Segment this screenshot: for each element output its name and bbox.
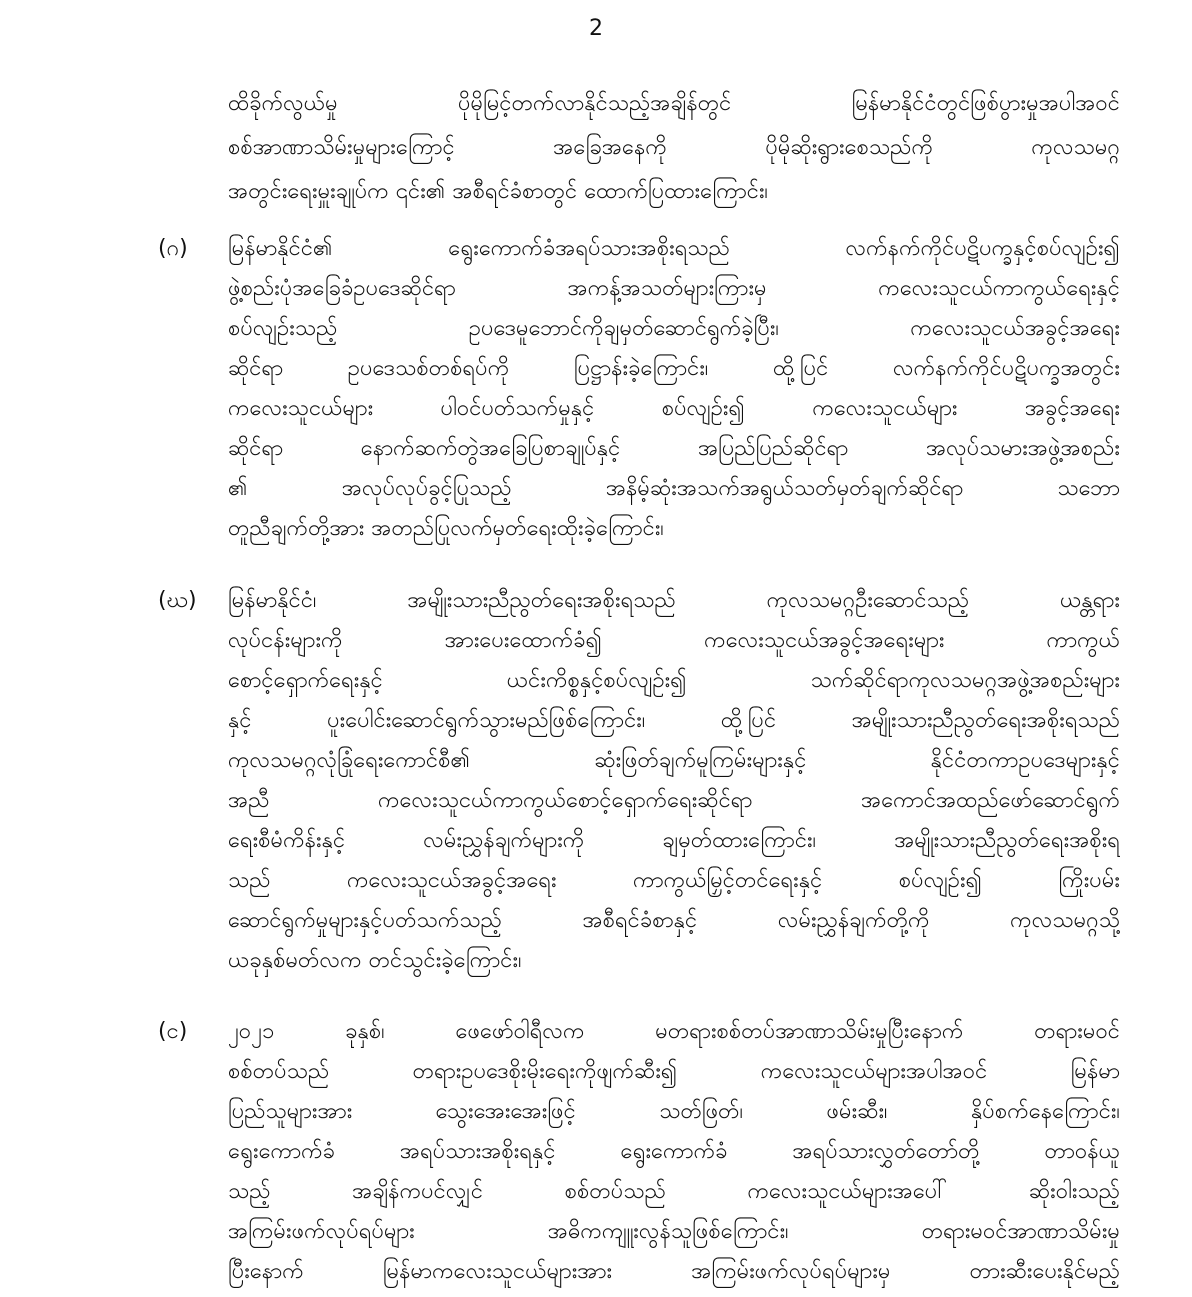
paragraph-line: အကြမ်းဖက်လုပ်ရပ်များ အဓိကကျူးလွန်သူဖြစ်ကြောင်း၊ တရားမဝင်အာဏာသိမ်းမှု: [228, 1219, 1120, 1244]
paragraph-line: စောင့်ရှောက်ရေးနှင့် ယင်းကိစ္စနှင့်စပ်လျဉ်း၍ သက်ဆိုင်ရာကုလသမဂ္ဂအဖွဲ့အစည်းများ: [228, 668, 1120, 693]
paragraph-line: အညီ ကလေးသူငယ်ကာကွယ်စောင့်ရှောက်ရေးဆိုင်ရာ အကောင်အထည်ဖော်ဆောင်ရွက်: [228, 788, 1120, 813]
paragraph-line: ပြည်သူများအား သွေးအေးအေးဖြင့် သတ်ဖြတ်၊ ဖမ်းဆီး၊ နှိပ်စက်နေကြောင်း၊: [228, 1099, 1120, 1124]
paragraph-line: ဆိုင်ရာ နောက်ဆက်တွဲအခြေပြစာချုပ်နှင့် အပြည်ပြည်ဆိုင်ရာ အလုပ်သမားအဖွဲ့အစည်း: [228, 436, 1120, 461]
paragraph-label: (င): [158, 1019, 188, 1044]
paragraph-line: ၂၀၂၁ ခုနှစ်၊ ဖေဖော်ဝါရီလက မတရားစစ်တပ်အာဏာသိမ်းမှုပြီးနောက် တရားမဝင်: [228, 1019, 1120, 1044]
paragraph-label: (ဃ): [158, 588, 197, 613]
paragraph-line: အတွင်းရေးမှူးချုပ်က ၎င်း၏ အစီရင်ခံစာတွင် ထောက်ပြထားကြောင်း၊: [228, 179, 769, 204]
paragraph-line: ရွေးကောက်ခံ အရပ်သားအစိုးရနှင့် ရွေးကောက်ခံ အရပ်သားလွှတ်တော်တို့ တာဝန်ယူ: [228, 1139, 1120, 1164]
paragraph-line: တူညီချက်တို့အား အတည်ပြုလက်မှတ်ရေးထိုးခဲ့ကြောင်း၊: [228, 516, 664, 541]
paragraph-line: ပြီးနောက် မြန်မာကလေးသူငယ်များအား အကြမ်းဖက်လုပ်ရပ်များမှ တားဆီးပေးနိုင်မည့်: [228, 1259, 1120, 1284]
paragraph-line: သည့် အချိန်ကပင်လျှင် စစ်တပ်သည် ကလေးသူငယ်များအပေါ် ဆိုးဝါးသည့်: [228, 1179, 1120, 1204]
paragraph-line: ဆိုင်ရာ ဥပဒေသစ်တစ်ရပ်ကို ပြဋ္ဌာန်းခဲ့ကြောင်း၊ ထို့ပြင် လက်နက်ကိုင်ပဋိပက္ခအတွင်း: [228, 356, 1120, 381]
paragraph-line: မြန်မာနိုင်ငံ၏ ရွေးကောက်ခံအရပ်သားအစိုးရသည် လက်နက်ကိုင်ပဋိပက္ခနှင့်စပ်လျဉ်း၍: [228, 236, 1120, 261]
paragraph-line: လုပ်ငန်းများကို အားပေးထောက်ခံ၍ ကလေးသူငယ်အခွင့်အရေးများ ကာကွယ်: [228, 628, 1120, 653]
paragraph-line: သည် ကလေးသူငယ်အခွင့်အရေး ကာကွယ်မြှင့်တင်ရေးနှင့် စပ်လျဉ်း၍ ကြိုးပမ်း: [228, 868, 1120, 893]
paragraph-line: စစ်အာဏာသိမ်းမှုများကြောင့် အခြေအနေကို ပိုမိုဆိုးရွားစေသည်ကို ကုလသမဂ္ဂ: [228, 135, 1120, 160]
paragraph-line: ရေးစီမံကိန်းနှင့် လမ်းညွှန်ချက်များကို ချမှတ်ထားကြောင်း၊ အမျိုးသားညီညွတ်ရေးအစိုးရ: [228, 828, 1120, 853]
paragraph-label: (ဂ): [158, 236, 188, 261]
paragraph-line: ဆောင်ရွက်မှုများနှင့်ပတ်သက်သည့် အစီရင်ခံစာနှင့် လမ်းညွှန်ချက်တို့ကို ကုလသမဂ္ဂသို့: [228, 908, 1120, 933]
paragraph-line: ကုလသမဂ္ဂလုံခြုံရေးကောင်စီ၏ ဆုံးဖြတ်ချက်မူကြမ်းများနှင့် နိုင်ငံတကာဥပဒေများနှင့်: [228, 748, 1120, 773]
paragraph-line: ယခုနှစ်မတ်လက တင်သွင်းခဲ့ကြောင်း၊: [228, 948, 522, 973]
paragraph-line: ဖွဲ့စည်းပုံအခြေခံဥပဒေဆိုင်ရာ အကန့်အသတ်များကြားမှ ကလေးသူငယ်ကာကွယ်ရေးနှင့်: [228, 276, 1120, 301]
paragraph-line: စစ်တပ်သည် တရားဥပဒေစိုးမိုးရေးကိုဖျက်ဆီး၍ ကလေးသူငယ်များအပါအဝင် မြန်မာ: [228, 1059, 1120, 1084]
paragraph-line: ၏ အလုပ်လုပ်ခွင့်ပြုသည့် အနိမ့်ဆုံးအသက်အရွယ်သတ်မှတ်ချက်ဆိုင်ရာ သဘော: [228, 476, 1120, 501]
page-number: 2: [589, 16, 603, 41]
paragraph-line: ကလေးသူငယ်များ ပါဝင်ပတ်သက်မှုနှင့် စပ်လျဉ်း၍ ကလေးသူငယ်များ အခွင့်အရေး: [228, 396, 1120, 421]
paragraph-line: မြန်မာနိုင်ငံ၊ အမျိုးသားညီညွတ်ရေးအစိုးရသည် ကုလသမဂ္ဂဦးဆောင်သည့် ယန္တရား: [228, 588, 1120, 613]
paragraph-line: ထိခိုက်လွယ်မှု ပိုမိုမြင့်တက်လာနိုင်သည့်အချိန်တွင် မြန်မာနိုင်ငံတွင်ဖြစ်ပွားမှုအပါအဝင်: [228, 91, 1120, 116]
paragraph-line: စပ်လျဉ်းသည့် ဥပဒေမူဘောင်ကိုချမှတ်ဆောင်ရွက်ခဲ့ပြီး၊ ကလေးသူငယ်အခွင့်အရေး: [228, 316, 1120, 341]
paragraph-line: နှင့် ပူးပေါင်းဆောင်ရွက်သွားမည်ဖြစ်ကြောင်း၊ ထို့ပြင် အမျိုးသားညီညွတ်ရေးအစိုးရသည်: [228, 708, 1120, 733]
